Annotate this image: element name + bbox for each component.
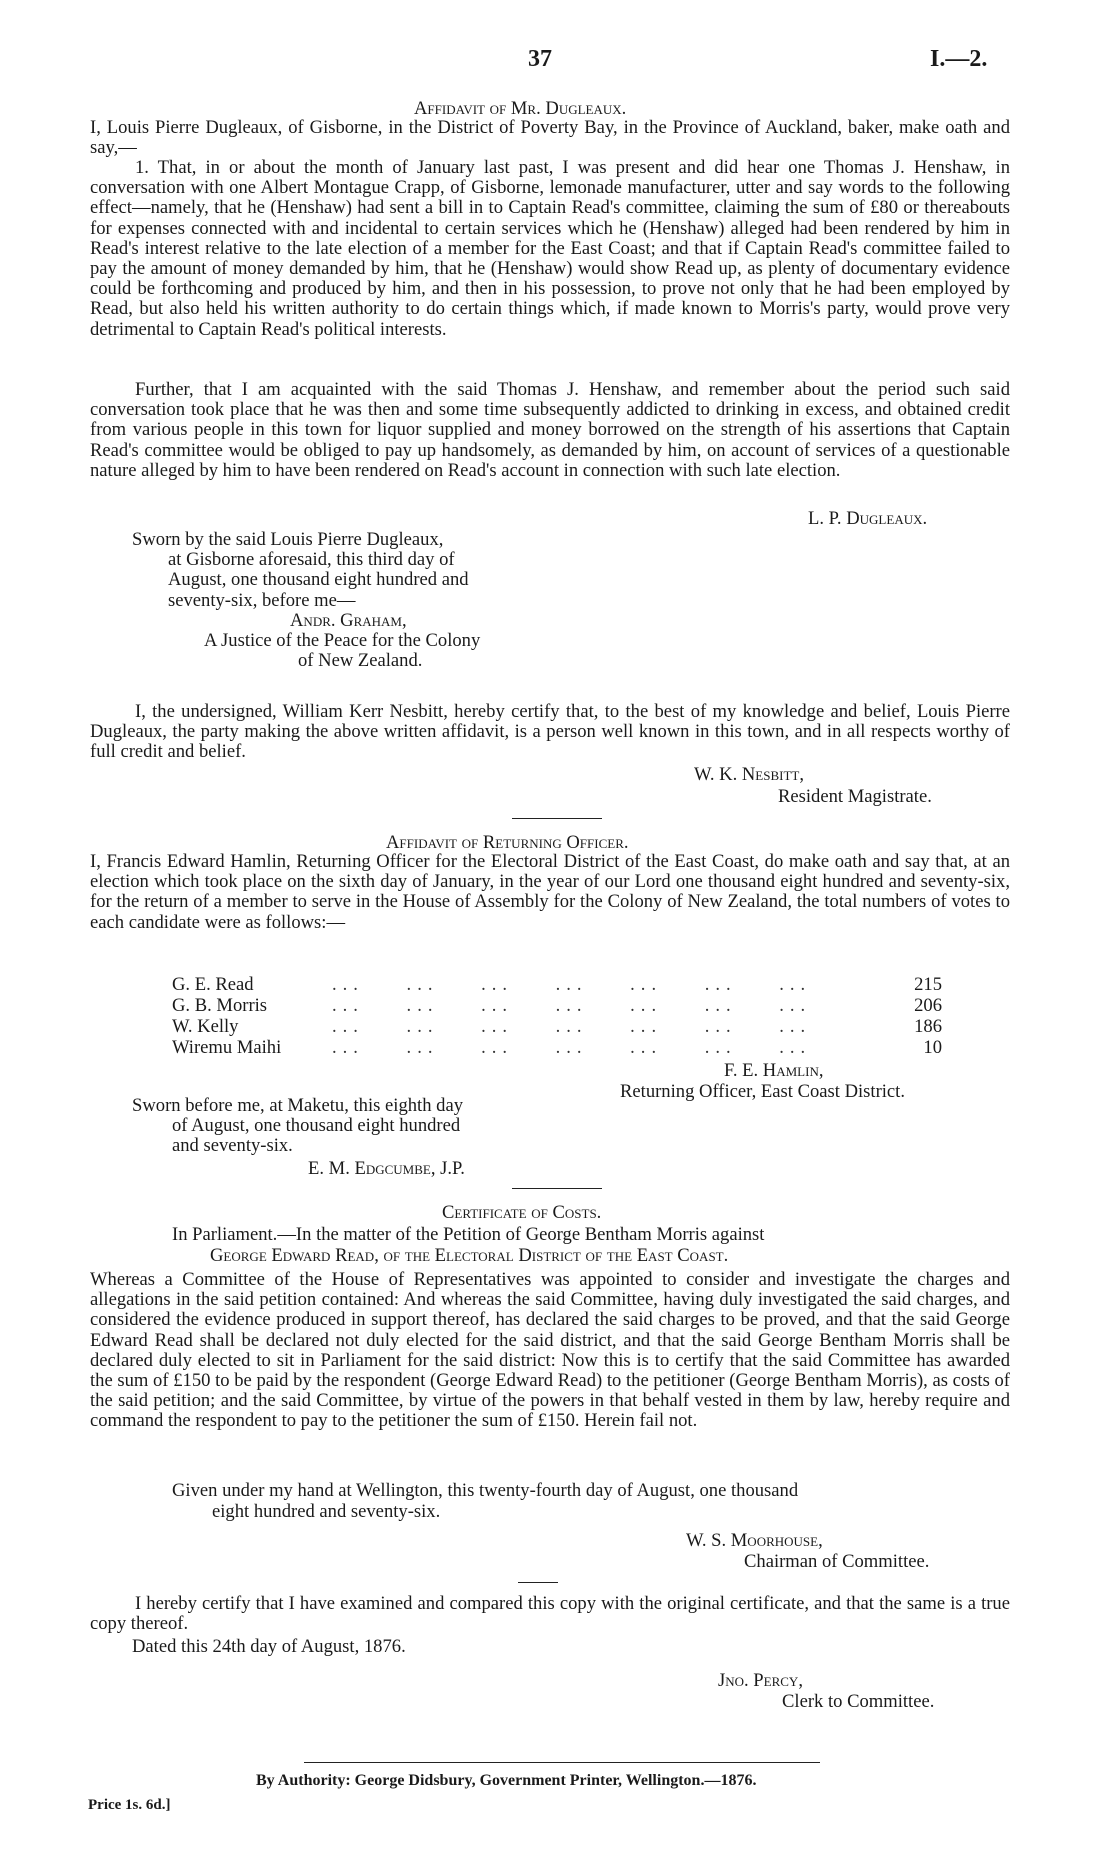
- candidate-name: G. E. Read: [172, 974, 254, 995]
- vote-count: 10: [923, 1037, 942, 1058]
- vote-row: [172, 995, 942, 1016]
- jurat-line: seventy-six, before me—: [168, 589, 356, 611]
- certificate-matter-line2: George Edward Read, of the Electoral District of the East Coast.: [210, 1245, 729, 1266]
- candidate-name: Wiremu Maihi: [172, 1037, 282, 1058]
- hamlin-title: Returning Officer, East Coast District.: [620, 1081, 905, 1102]
- vote-row: [172, 1037, 942, 1058]
- affidavit-dugleaux-para2: Further, that I am acquainted with the said Thomas J. Henshaw, and remember about the period such said conversation took place that he was then and some time subsequently addicted to drinking in excess, and obtained credit from various people in this town for liquor supplied and money borrowed on the strength of his assertions that Captain Read's committee would be obliged to pay up handsomely, as demanded by him, on account of services of a questionable nature alleged by him to have been rendered on Read's account in connection with such late election.: [90, 379, 1010, 481]
- nesbitt-title: Resident Magistrate.: [778, 786, 932, 807]
- certificate-given-line2: eight hundred and seventy-six.: [212, 1501, 441, 1522]
- copy-certification-body: I hereby certify that I have examined and compared this copy with the original certificate, and that the same is a true copy thereof.: [90, 1593, 1010, 1635]
- candidate-name: G. B. Morris: [172, 995, 268, 1016]
- jurat-line: at Gisborne aforesaid, this third day of: [168, 549, 455, 571]
- percy-title: Clerk to Committee.: [782, 1691, 935, 1712]
- dugleaux-signature: L. P. Dugleaux.: [808, 508, 928, 529]
- vote-count: 206: [914, 995, 942, 1016]
- dugleaux-jurat: [132, 530, 572, 671]
- jurat-line: and seventy-six.: [172, 1135, 293, 1157]
- hamlin-name: F. E. Hamlin,: [724, 1060, 824, 1081]
- printer-authority: By Authority: George Didsbury, Government Printer, Wellington.—1876.: [256, 1772, 757, 1789]
- vote-row: [172, 974, 942, 995]
- justice-name: Andr. Graham,: [290, 609, 407, 631]
- vote-row: [172, 1016, 942, 1037]
- leader-dots: ... ... ... ... ... ... ...: [332, 1037, 812, 1058]
- vote-count: 186: [914, 1016, 942, 1037]
- nesbitt-name: W. K. Nesbitt,: [694, 764, 804, 785]
- maketu-jurat: [132, 1096, 572, 1179]
- moorhouse-name: W. S. Moorhouse,: [686, 1530, 823, 1551]
- footer-rule: [304, 1762, 820, 1763]
- section-divider: [512, 1188, 602, 1189]
- affidavit-dugleaux-intro: I, Louis Pierre Dugleaux, of Gisborne, in the District of Poverty Bay, in the Province of Auckland, baker, make oath and say,—: [90, 117, 1010, 159]
- candidate-name: W. Kelly: [172, 1016, 239, 1037]
- jurat-line: August, one thousand eight hundred and: [168, 569, 469, 591]
- edgcumbe-name: E. M. Edgcumbe, J.P.: [308, 1157, 465, 1179]
- price: Price 1s. 6d.]: [88, 1797, 171, 1813]
- page-number: 37: [528, 46, 552, 72]
- jurat-line: Sworn before me, at Maketu, this eighth day: [132, 1095, 463, 1116]
- jurat-line: of August, one thousand eight hundred: [172, 1115, 461, 1137]
- certificate-matter-line1: In Parliament.—In the matter of the Petition of George Bentham Morris against: [172, 1224, 765, 1245]
- copy-certification-date: Dated this 24th day of August, 1876.: [132, 1636, 406, 1657]
- leader-dots: ... ... ... ... ... ... ...: [332, 995, 812, 1016]
- certificate-given-line1: Given under my hand at Wellington, this twenty-fourth day of August, one thousand: [172, 1480, 799, 1501]
- affidavit-dugleaux-para1: 1. That, in or about the month of January last past, I was present and did hear one Thomas J. Henshaw, in conversation with one Albert Montague Crapp, of Gisborne, lemonade manufacturer, utter and say words to the following effect—namely, that he (Henshaw) had sent a bill in to Captain Read's committee, claiming the sum of £80 or thereabouts for expenses connected with and incidental to certain services which he (Henshaw) alleged had been rendered by him in Read's interest relative to the late election of a member for the East Coast; and that if Captain Read's committee failed to pay the amount of money demanded by him, that he (Henshaw) would show Read up, as plenty of documentary evidence could be forthcoming and produced by him, and then in his possession, to prove not only that he had been employed by Read, but also held his written authority to do certain things which, if made known to Morris's party, would prove very detrimental to Captain Read's political interests.: [90, 157, 1010, 340]
- nesbitt-certification: I, the undersigned, William Kerr Nesbitt, hereby certify that, to the best of my knowledge and belief, Louis Pierre Dugleaux, the party making the above written affidavit, is a person well known in this town, and in all respects worthy of full credit and belief.: [90, 701, 1010, 763]
- certificate-of-costs-title: Certificate of Costs.: [442, 1202, 602, 1223]
- justice-title-line: of New Zealand.: [298, 650, 423, 672]
- justice-title-line: A Justice of the Peace for the Colony: [204, 630, 481, 652]
- vote-table: [172, 974, 942, 1058]
- certificate-body: Whereas a Committee of the House of Representatives was appointed to consider and investigate the charges and allegations in the said petition contained: And whereas the said Committee, having duly investigated the said charges, and considered the evidence produced in support thereof, has declared the said charges to be proved, and that the said George Edward Read shall be declared not duly elected for the said district, and that the said George Bentham Morris shall be declared duly elected to sit in Parliament for the said district: Now this is to certify that the said Committee has awarded the sum of £150 to be paid by the respondent (George Edward Read) to the petitioner (George Bentham Morris), as costs of the said petition; and the said Committee, by virtue of the powers in that behalf vested in them by law, hereby require and command the respondent to pay to the petitioner the sum of £150. Herein fail not.: [90, 1269, 1010, 1432]
- leader-dots: ... ... ... ... ... ... ...: [332, 974, 812, 995]
- percy-name: Jno. Percy,: [718, 1670, 803, 1691]
- section-divider: [512, 818, 602, 819]
- moorhouse-title: Chairman of Committee.: [744, 1551, 930, 1572]
- affidavit-returning-officer-title: Affidavit of Returning Officer.: [386, 832, 629, 853]
- affidavit-returning-officer-body: I, Francis Edward Hamlin, Returning Officer for the Electoral District of the East Coast, do make oath and say that, at an election which took place on the sixth day of January, in the year of our Lord one thousand eight hundred and seventy-six, for the return of a member to serve in the House of Assembly for the Colony of New Zealand, the total numbers of votes to each candidate were as follows:—: [90, 851, 1010, 933]
- leader-dots: ... ... ... ... ... ... ...: [332, 1016, 812, 1037]
- section-divider: [518, 1582, 558, 1583]
- vote-count: 215: [914, 974, 942, 995]
- document-reference: I.—2.: [930, 46, 988, 72]
- affidavit-dugleaux-title: Affidavit of Mr. Dugleaux.: [414, 98, 627, 119]
- jurat-line: Sworn by the said Louis Pierre Dugleaux,: [132, 529, 444, 550]
